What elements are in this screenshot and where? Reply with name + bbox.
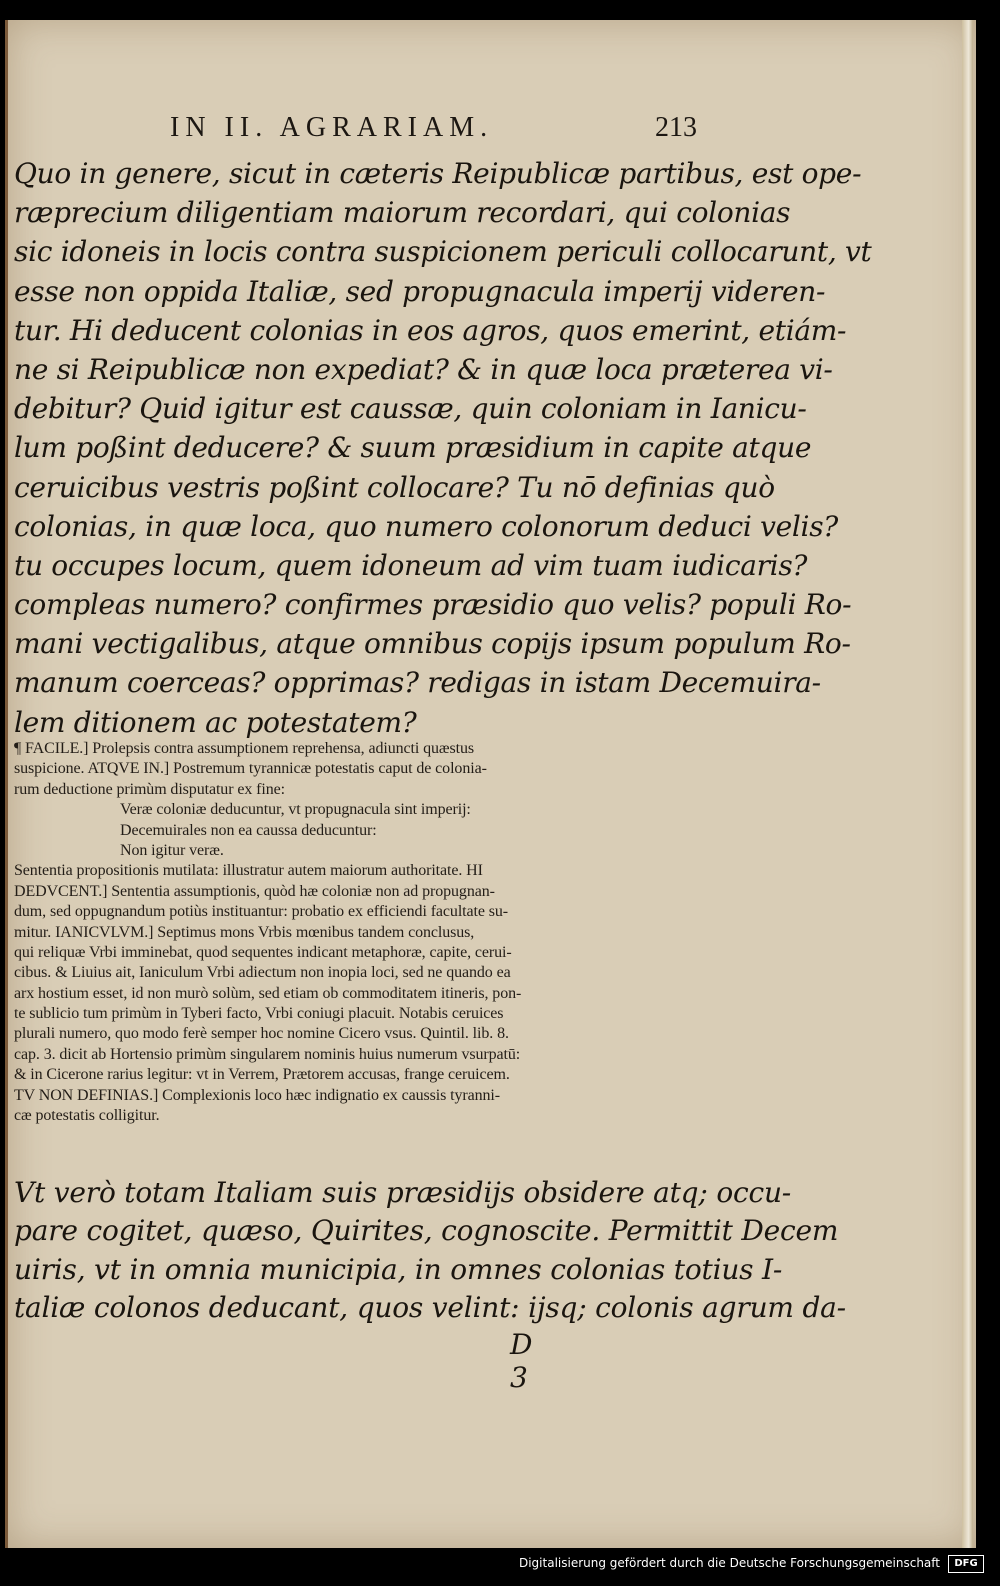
text-line: uiris, vt in omnia municipia, in omnes colonias totius I- bbox=[14, 1252, 783, 1286]
commentary-line: dum, sed oppugnandum potiùs instituantur: probatio ex efficiendi facultate su- bbox=[14, 903, 509, 921]
text-line: sic idoneis in locis contra suspicionem periculi collocarunt, vt bbox=[14, 235, 872, 269]
text-line: colonias, in quæ loca, quo numero colonorum deduci velis? bbox=[14, 509, 838, 543]
text-line: tur. Hi deducent colonias in eos agros, quos emerint, etiám- bbox=[14, 313, 847, 347]
syllogism-line: Non igitur veræ. bbox=[120, 841, 224, 859]
dfg-logo: DFG bbox=[948, 1555, 984, 1573]
commentary-line: & in Cicerone rarius legitur: vt in Verrem, Prætorem accusas, frange ceruicem. bbox=[14, 1066, 510, 1084]
commentary-line: cibus. & Liuius ait, Ianiculum Vrbi adiectum non inopia loci, sed ne quando ea bbox=[14, 964, 511, 982]
text-line: lem ditionem ac potestatem? bbox=[14, 705, 417, 739]
text-line: Quo in genere, sicut in cæteris Reipublicæ partibus, est ope- bbox=[14, 157, 862, 190]
commentary-line: ¶ FACILE.] Prolepsis contra assumptionem reprehensa, adiuncti quæstus bbox=[14, 740, 474, 757]
text-line: debitur? Quid igitur est caussæ, quin coloniam in Ianicu- bbox=[14, 392, 807, 426]
main-text-block-2 bbox=[14, 1174, 846, 1328]
commentary-line: cæ potestatis colligitur. bbox=[14, 1107, 160, 1125]
text-line: mani vectigalibus, atque omnibus copijs ipsum populum Ro- bbox=[14, 627, 851, 661]
text-line: taliæ colonos deducant, quos velint: ijsq; colonis agrum da- bbox=[14, 1291, 846, 1325]
commentary-line: plurali numero, quo modo ferè semper hoc nomine Cicero vsus. Quintil. lib. 8. bbox=[14, 1025, 509, 1043]
commentary-line: qui reliquæ Vrbi imminebat, quod sequentes indicant metaphoræ, capite, cerui- bbox=[14, 943, 512, 961]
text-line: compleas numero? confirmes præsidio quo velis? populi Ro- bbox=[14, 588, 852, 622]
commentary-line: arx hostium esset, id non murò solùm, sed etiam ob commoditatem itineris, pon- bbox=[14, 984, 522, 1002]
page-number: 213 bbox=[655, 112, 697, 143]
running-head: IN II. AGRARIAM. bbox=[170, 112, 494, 143]
text-line: pare cogitet, quæso, Quirites, cognoscite. Permittit Decem bbox=[14, 1214, 839, 1248]
text-line: ne si Reipublicæ non expediat? & in quæ loca præterea vi- bbox=[14, 352, 833, 386]
commentary-line: DEDVCENT.] Sententia assumptionis, quòd hæ coloniæ non ad propugnan- bbox=[14, 882, 495, 900]
page-edge bbox=[962, 20, 973, 1548]
commentary-line: Sententia propositionis mutilata: illustratur autem maiorum authoritate. HI bbox=[14, 862, 483, 880]
syllogism-line: Decemuirales non ea caussa deducuntur: bbox=[120, 821, 377, 839]
funding-credit: Digitalisierung gefördert durch die Deutsche Forschungsgemeinschaft bbox=[518, 1556, 940, 1570]
syllogism-line: Veræ coloniæ deducuntur, vt propugnacula sint imperij: bbox=[120, 801, 471, 819]
text-line: ræprecium diligentiam maiorum recordari, qui colonias bbox=[14, 196, 791, 230]
commentary-line: te sublicio tum primùm in Tyberi facto, Vrbi coniugi placuit. Notabis ceruices bbox=[14, 1005, 504, 1023]
text-line: ceruicibus vestris poßint collocare? Tu nō definias quò bbox=[14, 470, 775, 504]
commentary-line: rum deductione primùm disputatur ex fine: bbox=[14, 780, 285, 798]
commentary-block bbox=[14, 739, 714, 1126]
text-line: Vt verò totam Italiam suis præsidijs obsidere atq; occu- bbox=[14, 1176, 792, 1209]
signature-mark: D 3 bbox=[510, 1328, 561, 1394]
text-line: lum poßint deducere? & suum præsidium in capite atque bbox=[14, 431, 812, 465]
commentary-line: TV NON DEFINIAS.] Complexionis loco hæc indignatio ex caussis tyranni- bbox=[14, 1086, 500, 1104]
text-line: esse non oppida Italiæ, sed propugnacula imperij videren- bbox=[14, 274, 826, 308]
main-text-block bbox=[14, 154, 872, 742]
commentary-line: suspicione. ATQVE IN.] Postremum tyrannicæ potestatis caput de colonia- bbox=[14, 760, 487, 778]
text-line: manum coerceas? opprimas? redigas in istam Decemuira- bbox=[14, 666, 821, 700]
commentary-line: mitur. IANICVLVM.] Septimus mons Vrbis mœnibus tandem conclusus, bbox=[14, 923, 475, 941]
commentary-line: cap. 3. dicit ab Hortensio primùm singularem nominis huius numerum vsurpatū: bbox=[14, 1045, 521, 1063]
text-line: tu occupes locum, quem idoneum ad vim tuam iudicaris? bbox=[14, 548, 808, 582]
